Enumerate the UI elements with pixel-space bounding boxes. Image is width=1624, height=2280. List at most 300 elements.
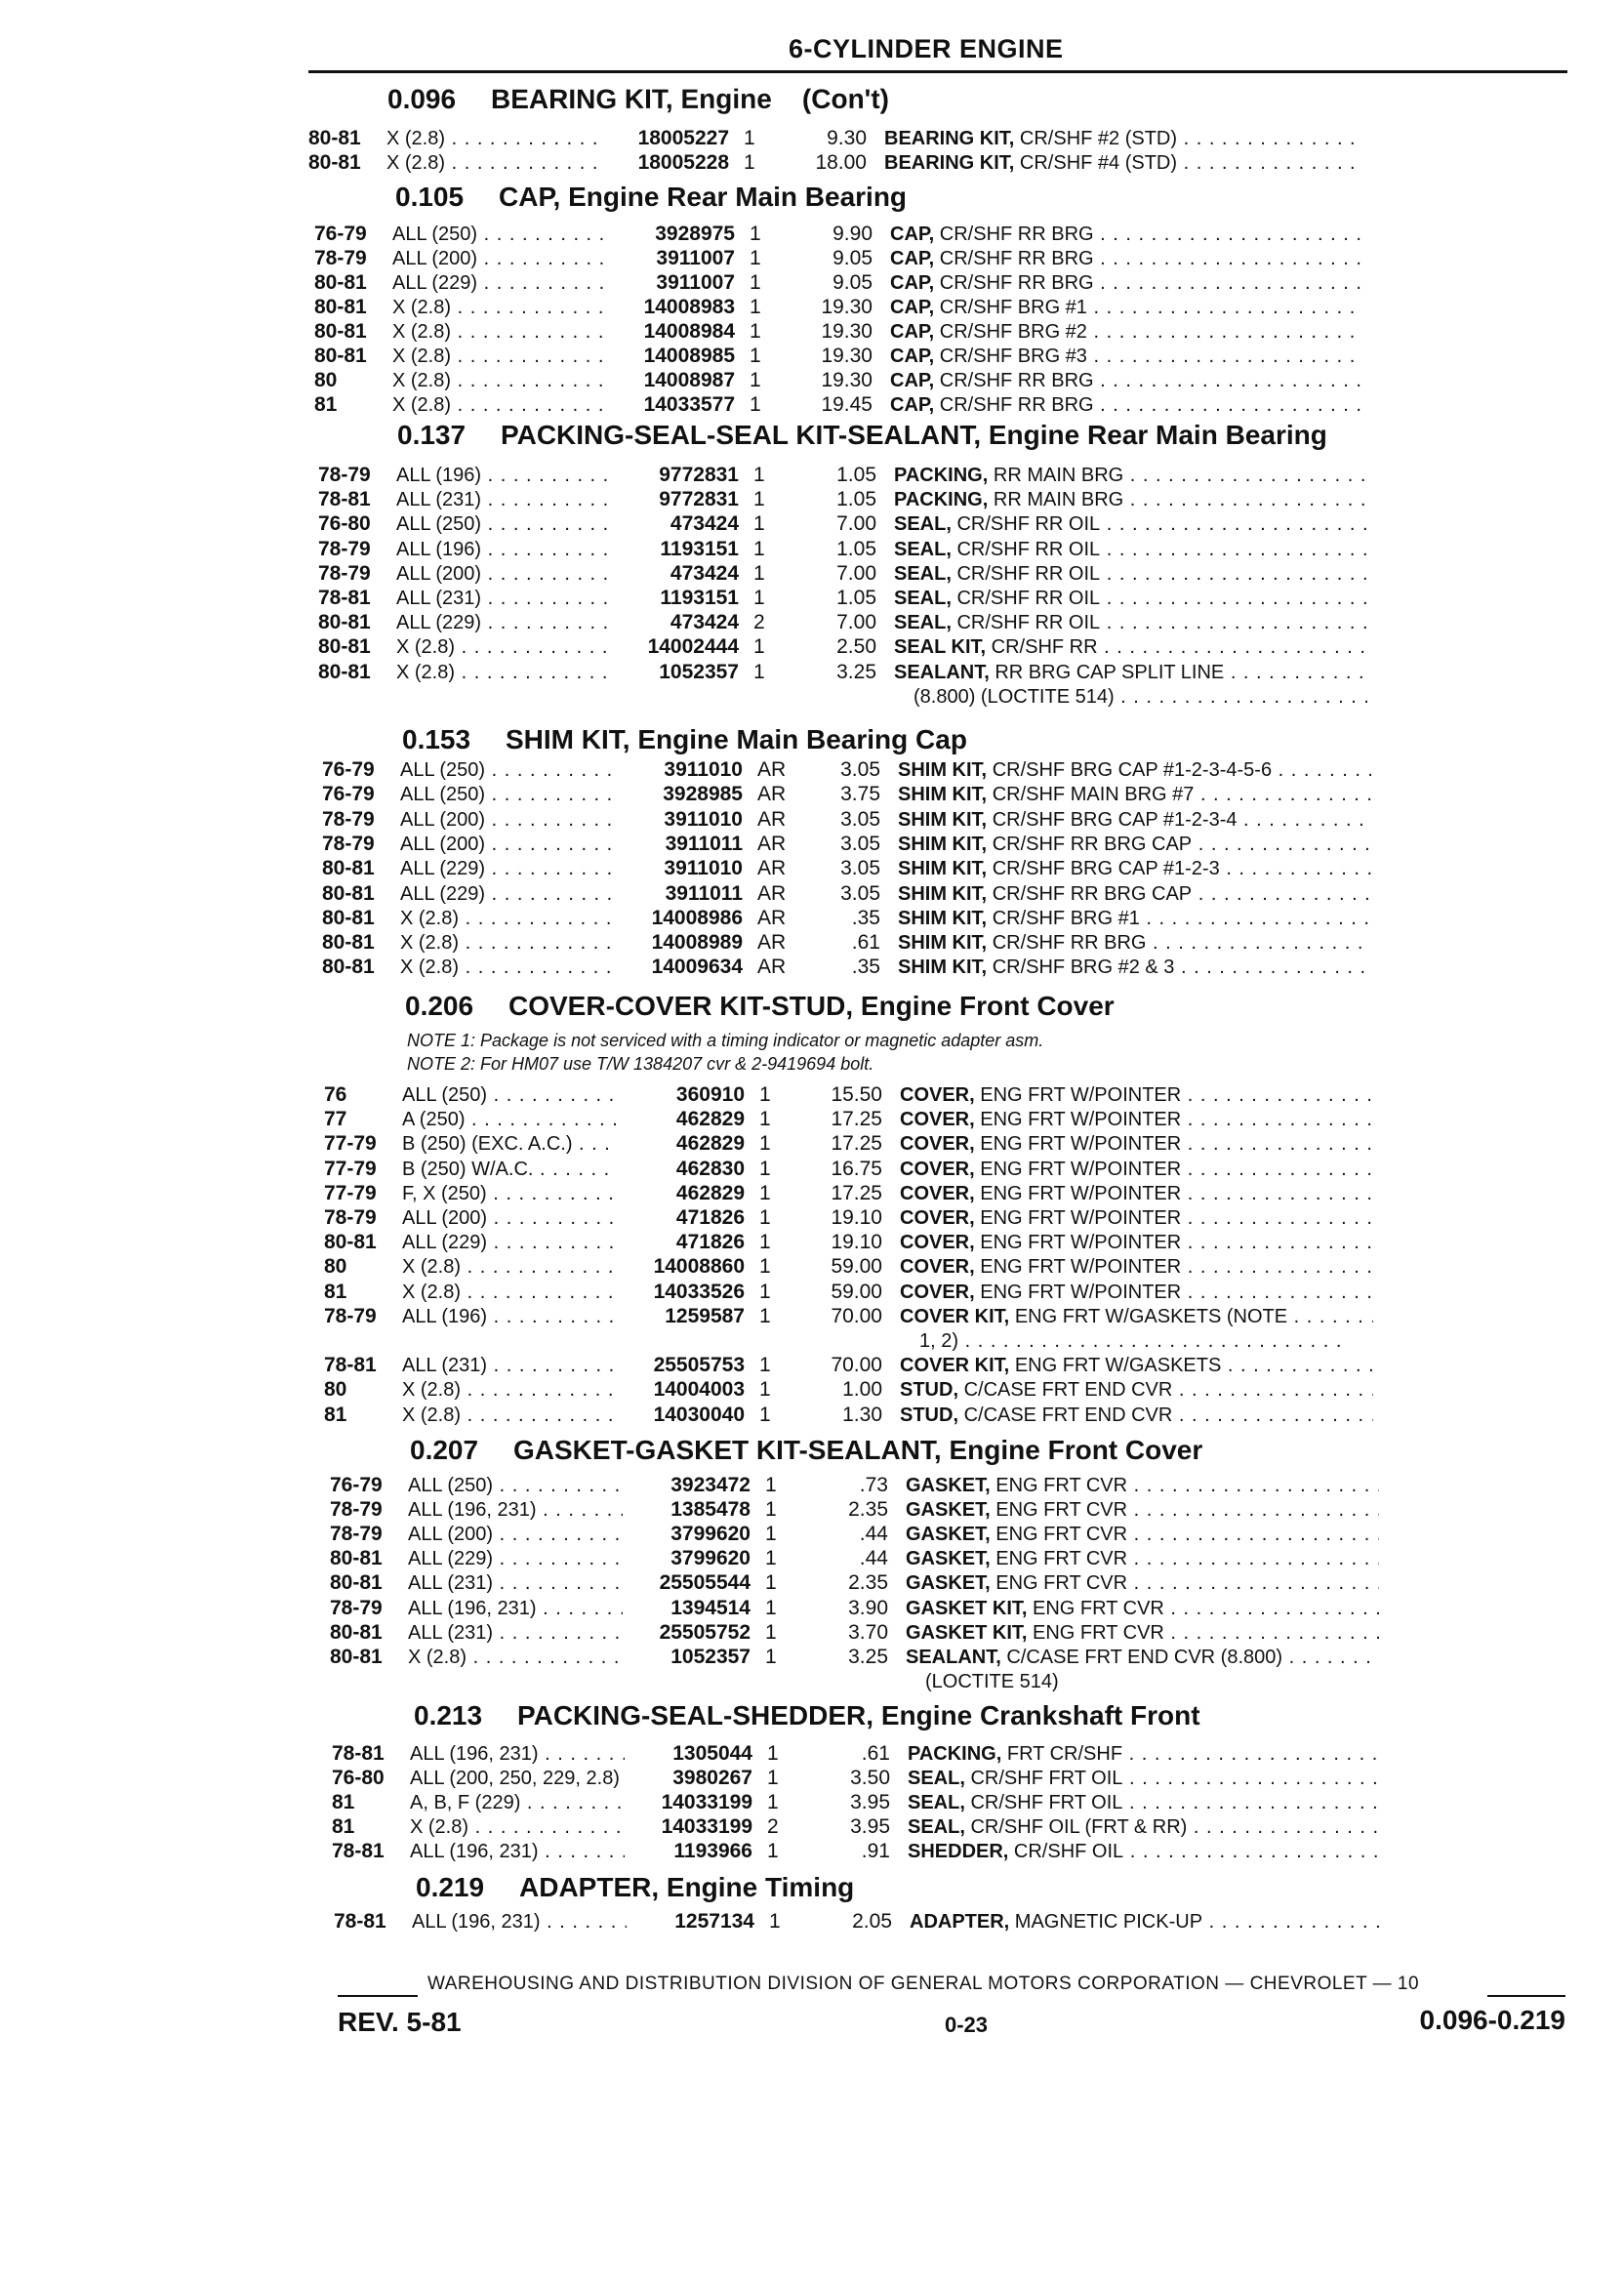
description-detail: ENG FRT W/POINTER . . .	[980, 1159, 1373, 1180]
parts-row	[318, 661, 1587, 686]
section-continued-label: (Con't)	[801, 83, 889, 114]
model-year: 78-79	[330, 1596, 383, 1619]
application: ALL (196, 231) . . .	[408, 1498, 623, 1522]
description-item: SHIM KIT,	[898, 759, 988, 781]
description-item: SEALANT,	[906, 1646, 1001, 1668]
description-detail: MAGNETIC PICK-UP . . .	[1015, 1911, 1383, 1933]
description	[906, 1474, 1379, 1497]
part-number: 3980267	[672, 1767, 752, 1789]
description	[900, 1231, 1373, 1254]
part-number: 462830	[675, 1157, 745, 1180]
section-name: ADAPTER, Engine Timing	[518, 1871, 855, 1902]
description	[890, 223, 1363, 246]
model-year: 80-81	[324, 1231, 377, 1254]
application: X (2.8) . . .	[396, 661, 611, 684]
page-footer	[338, 1972, 1577, 2050]
parts-row	[324, 1132, 1593, 1158]
model-year: 80	[324, 1378, 347, 1402]
section-title	[397, 420, 1327, 451]
description-detail: ENG FRT W/POINTER . . .	[980, 1133, 1373, 1155]
quantity: 1	[753, 660, 765, 683]
description-item: STUD,	[900, 1379, 958, 1402]
description-detail: CR/SHF BRG CAP #1-2-3-4 . . .	[993, 809, 1371, 831]
description-item: SEAL,	[908, 1768, 965, 1789]
description	[890, 271, 1363, 295]
footer-rule-right	[1487, 1995, 1565, 1997]
price: 1.30	[842, 1403, 882, 1426]
application: X (2.8) . . .	[392, 369, 607, 392]
description	[894, 512, 1367, 536]
description-detail: CR/SHF FRT OIL . . .	[970, 1792, 1381, 1813]
footer-division-text: WAREHOUSING AND DISTRIBUTION DIVISION OF GENERAL MOTORS CORPORATION — CHEVROLET — 10	[427, 1974, 1420, 1994]
quantity: 1	[765, 1498, 777, 1522]
description-detail: CR/SHF BRG CAP #1-2-3-4-5-6 . . .	[993, 759, 1371, 781]
application: F, X (250) . . .	[402, 1182, 617, 1205]
part-number: 1305044	[672, 1742, 752, 1765]
application: ALL (200, 250, 229, 2.8) . . .	[410, 1767, 625, 1790]
parts-row	[318, 488, 1587, 513]
part-number: 3928975	[655, 223, 735, 245]
part-number: 1257134	[674, 1910, 754, 1933]
parts-row	[314, 271, 1583, 297]
description-detail: ENG FRT W/POINTER . . .	[980, 1207, 1373, 1229]
quantity: 1	[765, 1596, 777, 1619]
description-detail: CR/SHF FRT OIL . . .	[970, 1768, 1381, 1789]
parts-row	[318, 512, 1587, 538]
description-detail: CR/SHF BRG #3 . . .	[940, 346, 1363, 367]
price: 3.05	[840, 832, 880, 855]
application: ALL (200) . . .	[396, 562, 611, 586]
part-number: 462829	[675, 1132, 745, 1156]
description	[884, 151, 1358, 175]
application: X (2.8) . . .	[402, 1255, 617, 1279]
description-detail: CR/SHF BRG #1 . . .	[940, 297, 1363, 318]
model-year: 78-79	[318, 561, 371, 585]
description-item: CAP,	[890, 321, 935, 343]
application: ALL (196) . . .	[396, 464, 611, 487]
model-year: 80-81	[318, 635, 371, 659]
price: 3.50	[850, 1767, 890, 1789]
section-code: 0.153	[401, 723, 471, 754]
description-item: CAP,	[890, 394, 935, 416]
description	[900, 1255, 1373, 1279]
part-number: 473424	[670, 611, 739, 634]
price: 7.00	[836, 611, 876, 634]
quantity: 1	[759, 1304, 771, 1327]
price: 1.05	[836, 488, 876, 511]
parts-row	[318, 538, 1587, 563]
parts-row	[330, 1646, 1599, 1671]
part-number: 14033526	[653, 1280, 745, 1303]
description-detail: ENG FRT W/GASKETS . . .	[1015, 1355, 1373, 1376]
model-year: 77	[324, 1108, 347, 1131]
quantity: 1	[753, 512, 765, 536]
parts-row	[330, 1571, 1599, 1597]
description-detail: CR/SHF #2 (STD) . . .	[1020, 128, 1358, 149]
description-detail: CR/SHF BRG #2 . . .	[940, 321, 1363, 343]
application: ALL (200) . . .	[408, 1523, 623, 1546]
description-item: SEAL,	[894, 538, 952, 560]
description-item: CAP,	[890, 224, 935, 245]
model-year: 80-81	[330, 1571, 383, 1595]
description-item: SHIM KIT,	[898, 907, 988, 929]
description-detail: CR/SHF RR OIL . . .	[956, 563, 1367, 585]
quantity: 1	[759, 1403, 771, 1426]
quantity: 1	[759, 1206, 771, 1229]
quantity: AR	[757, 956, 787, 979]
model-year: 78-79	[330, 1523, 383, 1546]
description	[900, 1378, 1373, 1402]
description	[900, 1083, 1373, 1107]
application: ALL (229) . . .	[392, 271, 607, 295]
description-detail: ENG FRT W/POINTER . . .	[980, 1256, 1373, 1278]
parts-row	[314, 345, 1583, 370]
quantity: 1	[759, 1255, 771, 1279]
application: ALL (229) . . .	[402, 1231, 617, 1254]
application: ALL (250) . . .	[392, 223, 607, 246]
description-detail: CR/SHF RR BRG CAP . . .	[993, 883, 1371, 905]
description	[884, 127, 1358, 150]
description-item: SEAL,	[894, 612, 952, 634]
application: ALL (196) . . .	[402, 1305, 617, 1328]
quantity: 1	[750, 320, 761, 343]
description-item: SHIM KIT,	[898, 784, 988, 806]
price: 17.25	[831, 1108, 882, 1131]
model-year: 81	[332, 1791, 355, 1813]
application: A, B, F (229) . . .	[410, 1791, 625, 1814]
description	[890, 369, 1363, 392]
application: B (250) (EXC. A.C.) . . .	[402, 1132, 617, 1156]
description-continuation: (8.800) (LOCTITE 514) . . .	[914, 685, 1367, 709]
application: ALL (200) . . .	[400, 833, 615, 856]
parts-row	[324, 1231, 1593, 1256]
description	[900, 1206, 1373, 1230]
quantity: 2	[767, 1815, 779, 1838]
quantity: AR	[757, 758, 787, 781]
quantity: 1	[750, 247, 761, 269]
part-number: 14008987	[643, 369, 735, 391]
description	[908, 1767, 1381, 1790]
model-year: 80-81	[322, 906, 375, 929]
quantity: 1	[759, 1083, 771, 1106]
parts-row	[314, 223, 1583, 248]
description	[900, 1108, 1373, 1131]
description	[906, 1523, 1379, 1546]
price: 1.05	[836, 464, 876, 486]
description-item: SHIM KIT,	[898, 882, 988, 905]
part-number: 1385478	[670, 1498, 751, 1522]
section-name: PACKING-SEAL-SHEDDER, Engine Crankshaft Front	[516, 1699, 1200, 1730]
description-detail: CR/SHF RR OIL . . .	[956, 588, 1367, 609]
page-number: 0-23	[945, 2013, 989, 2037]
description-item: GASKET,	[906, 1548, 991, 1570]
quantity: 1	[750, 345, 761, 367]
quantity: 1	[750, 271, 761, 294]
description	[906, 1498, 1379, 1522]
price: 70.00	[831, 1304, 882, 1327]
description-detail: RR MAIN BRG . . .	[994, 489, 1367, 510]
description-detail: CR/SHF RR BRG . . .	[940, 370, 1363, 391]
model-year: 80-81	[330, 1620, 383, 1644]
parts-row	[330, 1474, 1599, 1499]
description-detail: CR/SHF RR OIL . . .	[956, 539, 1367, 560]
price: 19.10	[831, 1231, 882, 1254]
price: 19.10	[831, 1206, 882, 1229]
section-code: 0.137	[396, 419, 467, 450]
price: .61	[861, 1742, 890, 1765]
description-detail: CR/SHF RR BRG . . .	[940, 224, 1363, 245]
application: ALL (200) . . .	[400, 808, 615, 832]
application: ALL (196, 231) . . .	[410, 1742, 625, 1766]
quantity: 1	[765, 1571, 777, 1595]
parts-row	[318, 635, 1587, 661]
price: .91	[861, 1840, 890, 1862]
part-number: 462829	[675, 1181, 745, 1204]
description	[894, 488, 1367, 511]
description-item: SEAL KIT,	[894, 636, 987, 659]
parts-row	[322, 758, 1591, 784]
model-year: 80-81	[322, 956, 375, 979]
parts-row-continuation	[330, 1670, 1599, 1695]
section-title	[395, 182, 907, 213]
application: X (2.8) . . .	[400, 931, 615, 955]
part-number: 25505752	[659, 1620, 751, 1644]
part-number: 471826	[675, 1231, 745, 1254]
price: 2.35	[848, 1498, 888, 1522]
description-item: STUD,	[900, 1404, 958, 1426]
description	[890, 393, 1363, 417]
parts-row	[314, 369, 1583, 394]
description-continuation: (LOCTITE 514)	[925, 1670, 1059, 1692]
parts-row	[318, 562, 1587, 588]
parts-row	[324, 1305, 1593, 1330]
price: 17.25	[831, 1181, 882, 1204]
section-note: NOTE 2: For HM07 use T/W 1384207 cvr & 2-9419694 bolt.	[407, 1054, 874, 1074]
application: ALL (231) . . .	[396, 488, 611, 511]
description-detail: ENG FRT W/POINTER . . .	[980, 1084, 1373, 1106]
model-year: 76-79	[314, 223, 367, 245]
quantity: 1	[759, 1231, 771, 1254]
description	[898, 758, 1371, 782]
part-number: 14033577	[643, 393, 735, 416]
description	[898, 956, 1371, 979]
quantity: 1	[759, 1378, 771, 1402]
description-detail: CR/SHF RR BRG CAP . . .	[993, 834, 1371, 855]
model-year: 81	[324, 1403, 347, 1426]
description-item: GASKET,	[906, 1524, 991, 1546]
parts-row	[324, 1378, 1593, 1404]
description-detail: CR/SHF RR . . .	[992, 636, 1367, 658]
description	[894, 587, 1367, 610]
application: ALL (250) . . .	[400, 783, 615, 806]
section-title	[402, 724, 967, 755]
description-item: SHIM KIT,	[898, 858, 988, 880]
model-year: 80	[324, 1255, 347, 1279]
description-detail: CR/SHF OIL . . .	[1014, 1841, 1381, 1862]
description	[894, 611, 1367, 634]
quantity: 1	[750, 296, 761, 318]
parts-row	[322, 931, 1591, 957]
description-detail: ENG FRT CVR . . .	[995, 1524, 1379, 1545]
price: 19.45	[821, 393, 873, 416]
part-number: 3799620	[670, 1547, 751, 1570]
price: 17.25	[831, 1132, 882, 1156]
description-item: COVER,	[900, 1084, 975, 1106]
parts-row	[324, 1083, 1593, 1109]
application: ALL (196) . . .	[396, 538, 611, 561]
model-year: 80-81	[322, 857, 375, 880]
part-number: 1052357	[659, 660, 739, 683]
description	[908, 1791, 1381, 1814]
quantity: 1	[765, 1523, 777, 1546]
model-year: 76	[324, 1083, 347, 1106]
application: X (2.8) . . .	[392, 320, 607, 344]
description	[900, 1281, 1373, 1304]
application: ALL (196, 231) . . .	[412, 1910, 627, 1934]
part-number: 1259587	[665, 1304, 745, 1327]
model-year: 77-79	[324, 1181, 377, 1204]
description-item: SHIM KIT,	[898, 808, 988, 831]
application: ALL (231) . . .	[402, 1354, 617, 1377]
quantity: 1	[765, 1620, 777, 1644]
parts-row	[324, 1108, 1593, 1133]
part-number: 471826	[675, 1206, 745, 1229]
description	[900, 1132, 1373, 1156]
model-year: 76-80	[318, 512, 371, 536]
description	[898, 882, 1371, 906]
description-item: SEAL,	[908, 1792, 965, 1813]
application: X (2.8) . . .	[392, 296, 607, 319]
price: 7.00	[836, 561, 876, 585]
description-item: GASKET,	[906, 1499, 991, 1522]
quantity: AR	[757, 857, 787, 880]
description-item: CAP,	[890, 370, 935, 391]
part-number: 14004003	[653, 1378, 745, 1402]
price: 3.25	[836, 660, 876, 683]
model-year: 78-79	[324, 1304, 377, 1327]
price: 3.05	[840, 881, 880, 905]
description-item: ADAPTER,	[910, 1911, 1010, 1933]
parts-row	[332, 1742, 1601, 1768]
description	[898, 833, 1371, 856]
description	[894, 635, 1367, 659]
application: ALL (250) . . .	[400, 758, 615, 782]
model-year: 80-81	[322, 931, 375, 955]
description-detail: RR BRG CAP SPLIT LINE . . .	[995, 662, 1367, 683]
part-number: 3911007	[656, 247, 735, 269]
price: .73	[859, 1474, 888, 1496]
description-detail: ENG FRT CVR . . .	[995, 1475, 1379, 1496]
part-number: 14009634	[651, 956, 743, 979]
price: 3.05	[840, 857, 880, 880]
application: ALL (229) . . .	[400, 857, 615, 880]
parts-row	[322, 956, 1591, 981]
application: ALL (250) . . .	[408, 1474, 623, 1497]
description	[894, 464, 1367, 487]
description-detail: ENG FRT W/GASKETS (NOTE . . .	[1015, 1306, 1373, 1327]
description	[894, 562, 1367, 586]
page-title: 6-CYLINDER ENGINE	[789, 34, 1064, 63]
quantity: 1	[767, 1840, 779, 1862]
quantity: AR	[757, 881, 787, 905]
footer-rule-left	[338, 1995, 418, 1997]
quantity: 1	[753, 488, 765, 511]
model-year: 78-79	[322, 807, 375, 831]
section-title	[410, 1435, 1202, 1466]
part-number: 14008984	[643, 320, 735, 343]
description	[908, 1815, 1381, 1839]
part-number: 14030040	[653, 1403, 745, 1426]
parts-row	[322, 833, 1591, 858]
quantity: 1	[765, 1474, 777, 1496]
price: 3.95	[850, 1815, 890, 1838]
description-item: PACKING,	[894, 465, 989, 486]
parts-row	[314, 393, 1583, 419]
model-year: 80-81	[308, 127, 361, 149]
parts-row	[324, 1255, 1593, 1281]
application: X (2.8) . . .	[392, 345, 607, 368]
part-number: 360910	[675, 1083, 745, 1106]
description	[906, 1571, 1379, 1595]
parts-row	[322, 882, 1591, 908]
application: ALL (250) . . .	[402, 1083, 617, 1107]
description	[890, 247, 1363, 270]
model-year: 80-81	[318, 611, 371, 634]
application: ALL (200) . . .	[392, 247, 607, 270]
part-number: 18005228	[637, 151, 729, 174]
description-detail: CR/SHF RR OIL . . .	[956, 612, 1367, 633]
model-year: 80	[314, 369, 338, 391]
part-number: 14008860	[653, 1255, 745, 1279]
section-note: NOTE 1: Package is not serviced with a timing indicator or magnetic adapter asm.	[407, 1031, 1044, 1050]
description-item: BEARING KIT,	[884, 128, 1015, 149]
quantity: 1	[750, 223, 761, 245]
description-item: COVER,	[900, 1158, 975, 1180]
description-detail: CR/SHF BRG #1 . . .	[993, 908, 1371, 929]
description-item: COVER,	[900, 1232, 975, 1254]
application: X (2.8) . . .	[400, 956, 615, 979]
application: B (250) W/A.C. . . .	[402, 1158, 617, 1181]
part-number: 25505753	[653, 1354, 745, 1377]
description-detail: ENG FRT CVR . . .	[1033, 1598, 1379, 1619]
part-number: 14033199	[661, 1815, 752, 1838]
price: .44	[859, 1547, 888, 1570]
price: 1.00	[842, 1378, 882, 1402]
model-year: 81	[332, 1815, 355, 1838]
description	[898, 907, 1371, 930]
description	[900, 1404, 1373, 1427]
description-detail: ENG FRT CVR . . .	[995, 1572, 1379, 1594]
part-number: 3799620	[670, 1523, 751, 1546]
application: ALL (196, 231) . . .	[408, 1597, 623, 1620]
part-number: 14008985	[643, 345, 735, 367]
price: 70.00	[831, 1354, 882, 1377]
price: .44	[859, 1523, 888, 1546]
quantity: 1	[753, 561, 765, 585]
description-item: PACKING,	[894, 489, 989, 511]
description-detail: CR/SHF BRG #2 & 3 . . .	[993, 957, 1371, 978]
model-year: 80-81	[322, 881, 375, 905]
description-item: COVER,	[900, 1281, 975, 1303]
parts-row	[324, 1354, 1593, 1379]
description-detail: ENG FRT CVR . . .	[995, 1499, 1379, 1521]
model-year: 78-79	[318, 537, 371, 560]
description-item: SEAL,	[894, 588, 952, 609]
model-year: 77-79	[324, 1157, 377, 1180]
description-continuation: 1, 2) . . .	[919, 1329, 1373, 1353]
section-name: SHIM KIT, Engine Main Bearing Cap	[505, 723, 967, 754]
description-item: COVER,	[900, 1109, 975, 1131]
